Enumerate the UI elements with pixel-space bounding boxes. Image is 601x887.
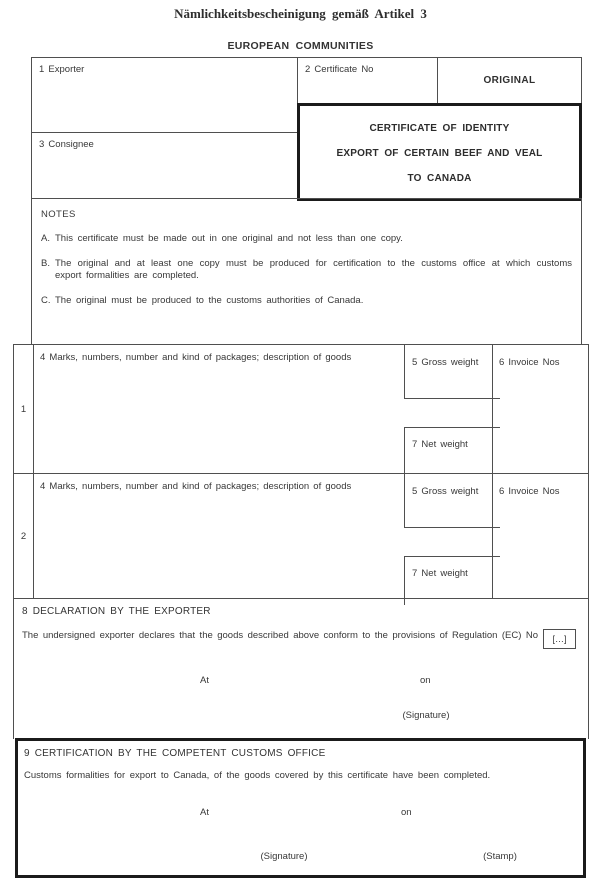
certification-heading: 9 CERTIFICATION BY THE COMPETENT CUSTOMS OFFICE: [24, 748, 326, 759]
gross-weight-field-box[interactable]: [404, 345, 500, 399]
goods-row-2: [13, 473, 589, 599]
signature-label: (Signature): [402, 710, 450, 721]
marks-description-field[interactable]: 4 Marks, numbers, number and kind of packages; description of goods: [40, 481, 352, 492]
consignee-label: 3 Consignee: [39, 139, 94, 150]
certificate-title-line3: TO CANADA: [407, 172, 472, 184]
note-prefix: C.: [41, 294, 51, 306]
exporter-label: 1 Exporter: [39, 64, 85, 75]
declaration-heading: 8 DECLARATION BY THE EXPORTER: [22, 606, 211, 617]
document-title: Nämlichkeitsbescheinigung gemäß Artikel 3: [174, 6, 427, 21]
declaration-text: The undersigned exporter declares that the goods described above conform to the provisions of Regulation (EC) No: [22, 630, 538, 641]
note-text: The original and at least one copy must be produced for certification to the customs office at which customs export formalities are completed.: [55, 257, 572, 281]
notes-box: [31, 198, 582, 345]
gross-weight-field-box[interactable]: [404, 474, 500, 528]
row-number: 1: [20, 403, 27, 415]
communities-heading: EUROPEAN COMMUNITIES: [227, 40, 374, 52]
on-label: on: [401, 807, 412, 818]
note-text: The original must be produced to the customs authorities of Canada.: [55, 294, 364, 306]
row-number-cell: [14, 345, 34, 473]
gross-weight-label: 5 Gross weight: [412, 357, 479, 368]
net-weight-label: 7 Net weight: [412, 568, 468, 579]
certificate-no-field-box[interactable]: [297, 57, 438, 104]
net-weight-label: 7 Net weight: [412, 439, 468, 450]
certificate-no-label: 2 Certificate No: [305, 64, 374, 75]
gross-weight-label: 5 Gross weight: [412, 486, 479, 497]
invoice-nos-field-cell[interactable]: [492, 345, 595, 473]
at-label: At: [200, 675, 209, 686]
original-box: [437, 57, 582, 104]
marks-description-field[interactable]: 4 Marks, numbers, number and kind of packages; description of goods: [40, 352, 352, 363]
note-item-b: [41, 258, 572, 283]
note-prefix: A.: [41, 233, 50, 244]
notes-heading: NOTES: [41, 209, 76, 220]
note-item-a: [41, 233, 572, 246]
note-text: This certificate must be made out in one original and not less than one copy.: [55, 233, 403, 244]
invoice-nos-label: 6 Invoice Nos: [499, 357, 560, 368]
invoice-nos-field-cell[interactable]: [492, 474, 595, 598]
declaration-section: [13, 598, 589, 739]
original-label: ORIGINAL: [483, 75, 536, 86]
goods-row-1: [13, 344, 589, 474]
invoice-nos-label: 6 Invoice Nos: [499, 486, 560, 497]
regulation-number-field-box[interactable]: [543, 629, 576, 649]
consignee-field-box[interactable]: [31, 132, 298, 199]
exporter-field-box[interactable]: [31, 57, 298, 133]
note-prefix: B.: [41, 257, 50, 269]
stamp-label: (Stamp): [483, 851, 517, 862]
at-label: At: [200, 807, 209, 818]
certification-text: Customs formalities for export to Canada, of the goods covered by this certificate have been completed.: [24, 770, 491, 781]
row-number-cell: [14, 474, 34, 598]
certification-section: [15, 738, 586, 878]
signature-label: (Signature): [260, 851, 308, 862]
certificate-title-line2: EXPORT OF CERTAIN BEEF AND VEAL: [336, 147, 543, 159]
regulation-number-placeholder: […]: [552, 634, 567, 644]
note-item-c: [41, 295, 572, 308]
certificate-title-line1: CERTIFICATE OF IDENTITY: [369, 122, 510, 134]
certificate-title-box: [297, 103, 582, 201]
row-number: 2: [20, 530, 27, 542]
on-label: on: [420, 675, 431, 686]
